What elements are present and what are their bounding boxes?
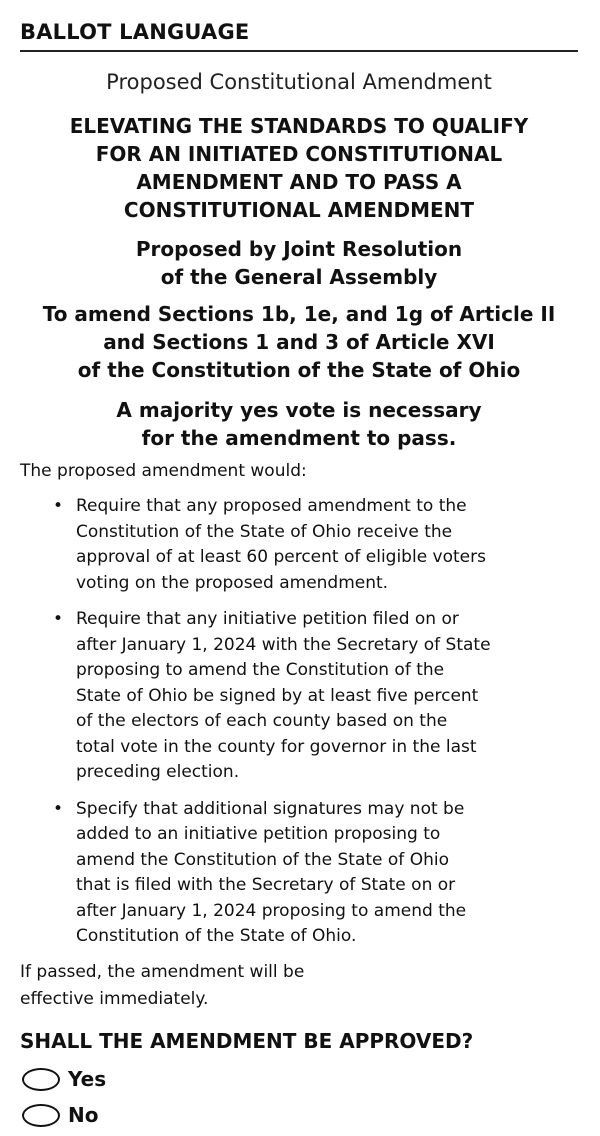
ballot-question: SHALL THE AMENDMENT BE APPROVED? — [20, 1029, 474, 1053]
provision-item — [50, 494, 580, 596]
sections-amended-line: To amend Sections 1b, 1e, and 1g of Article II — [42, 302, 556, 326]
provision-line: proposing to amend the Constitution of the — [76, 660, 445, 680]
provision-line: that is filed with the Secretary of State on or — [76, 875, 456, 895]
provision-line: after January 1, 2024 with the Secretary of State — [76, 634, 491, 655]
provision-line: approval of at least 60 percent of eligible voters — [76, 547, 486, 567]
proposed-by-line: Proposed by Joint Resolution — [135, 237, 463, 261]
amendment-title-line: ELEVATING THE STANDARDS TO QUALIFY — [69, 114, 529, 138]
effective-notice-line: If passed, the amendment will be — [20, 962, 305, 982]
bullet-icon: • — [53, 798, 64, 819]
provision-line: Specify that additional signatures may not be — [76, 798, 465, 819]
provision-line: amend the Constitution of the State of Ohio — [76, 849, 449, 870]
majority-notice-line: A majority yes vote is necessary — [116, 398, 482, 422]
section-header — [20, 18, 578, 52]
ballot-oval-icon[interactable] — [22, 1104, 60, 1127]
bullet-icon: • — [53, 609, 64, 629]
majority-notice-line: for the amendment to pass. — [141, 426, 457, 450]
section-title: BALLOT LANGUAGE — [20, 20, 250, 44]
provision-item — [50, 797, 580, 950]
provision-line: of the electors of each county based on the — [76, 711, 448, 731]
amendment-type: Proposed Constitutional Amendment — [106, 70, 492, 94]
vote-option-no[interactable] — [22, 1100, 98, 1130]
provision-item — [50, 607, 580, 786]
provision-line: State of Ohio be signed by at least five percent — [76, 685, 479, 706]
provision-line: Require that any proposed amendment to the — [76, 496, 467, 516]
provision-line: Constitution of the State of Ohio receive the — [76, 521, 453, 542]
bullet-icon: • — [53, 496, 64, 516]
amendment-provisions — [50, 494, 580, 961]
majority-notice — [20, 396, 578, 452]
provision-line: Require that any initiative petition filed on or — [76, 609, 459, 629]
provision-line: voting on the proposed amendment. — [76, 572, 389, 593]
ballot-oval-icon[interactable] — [22, 1068, 60, 1091]
proposed-by — [20, 235, 578, 291]
provision-line: added to an initiative petition proposing to — [76, 824, 441, 844]
vote-option-label: Yes — [68, 1067, 107, 1091]
effective-notice-line: effective immediately. — [20, 989, 209, 1009]
amendment-title-line: CONSTITUTIONAL AMENDMENT — [123, 198, 475, 222]
vote-option-label: No — [68, 1103, 99, 1127]
vote-option-yes[interactable] — [22, 1064, 106, 1094]
intro-text: The proposed amendment would: — [20, 461, 307, 481]
provision-line: preceding election. — [76, 762, 240, 782]
amendment-title-line: AMENDMENT AND TO PASS A — [136, 170, 462, 194]
sections-amended — [20, 300, 578, 384]
sections-amended-line: and Sections 1 and 3 of Article XVI — [103, 330, 495, 354]
proposed-by-line: of the General Assembly — [160, 265, 438, 289]
provision-line: Constitution of the State of Ohio. — [76, 926, 357, 946]
provision-line: total vote in the county for governor in the last — [76, 736, 477, 757]
sections-amended-line: of the Constitution of the State of Ohio — [77, 358, 521, 382]
amendment-title — [20, 112, 578, 224]
effective-notice — [20, 959, 440, 1013]
amendment-title-line: FOR AN INITIATED CONSTITUTIONAL — [95, 142, 503, 166]
provision-line: after January 1, 2024 proposing to amend the — [76, 900, 467, 921]
